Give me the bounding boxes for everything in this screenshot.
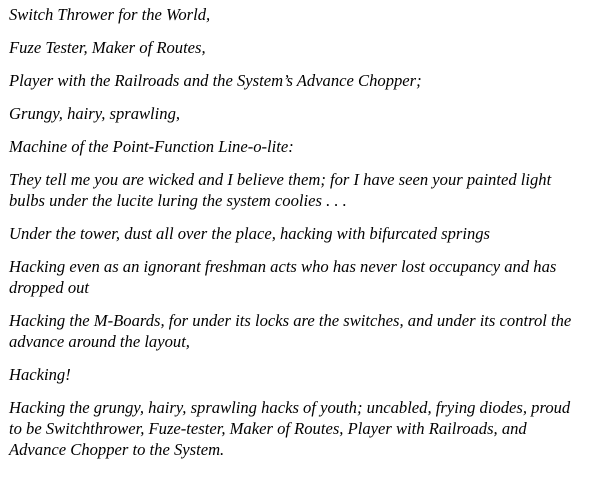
poem-line: Grungy, hairy, sprawling, [9,104,181,123]
poem-line: Player with the Railroads and the System’s Advance Chopper; [9,71,422,90]
poem-line: Fuze Tester, Maker of Routes, [9,38,206,57]
poem-line: Machine of the Point-Function Line-o-lite: [9,137,294,156]
poem-line: Hacking the grungy, hairy, sprawling hacks of youth; uncabled, frying diodes, proud to be Switchthrower, Fuze-tester, Maker of Routes, Player with Railroads, and Advance Chopper to the System. [9,398,571,459]
poem-line: Hacking even as an ignorant freshman acts who has never lost occupancy and has dropped out [9,257,557,297]
poem-line: Under the tower, dust all over the place, hacking with bifurcated springs [9,224,491,243]
poem-line: Hacking the M-Boards, for under its locks are the switches, and under its control the advance around the layout, [9,311,572,351]
poem-line: Switch Thrower for the World, [9,5,211,24]
poem-line: They tell me you are wicked and I believe them; for I have seen your painted light bulbs under the lucite luring the system coolies . . . [9,170,552,210]
poem-line: Hacking! [9,365,71,384]
